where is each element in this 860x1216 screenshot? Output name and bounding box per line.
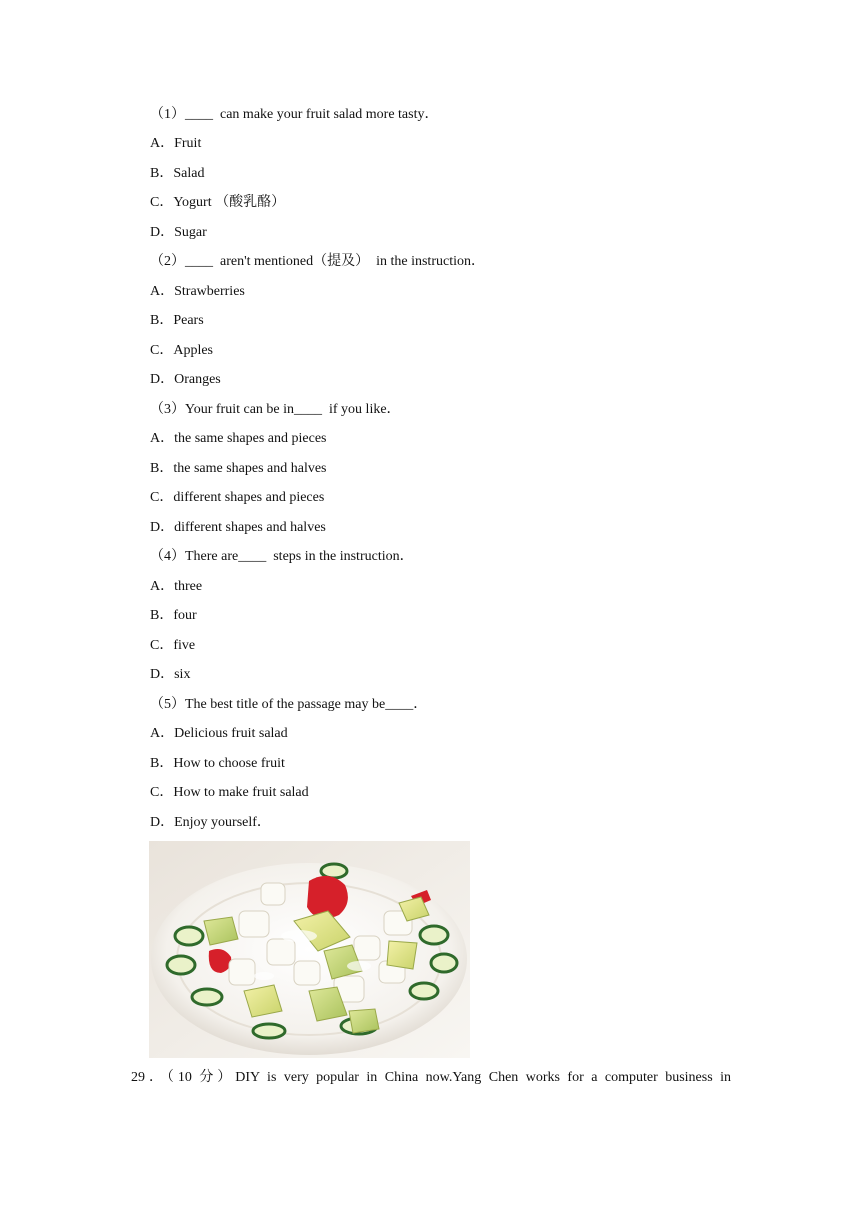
question-1-option-c: C．Yogurt （酸乳酪） [150,195,286,210]
question-1-stem: （1）____ can make your fruit salad more tasty． [150,107,439,122]
question-2-stem: （2）____ aren't mentioned（提及） in the instruction． [150,254,485,269]
question-5-option-a: A．Delicious fruit salad [150,726,288,741]
question-4-option-c: C．five [150,638,196,653]
question-2-option-c: C．Apples [150,343,213,358]
question-3-stem: （3）Your fruit can be in____ if you like． [150,402,401,417]
question-3-option-c: C．different shapes and pieces [150,490,325,505]
question-5-option-d: D．Enjoy yourself． [150,815,271,830]
question-1-option-d: D．Sugar [150,225,207,240]
question-2-option-d: D．Oranges [150,372,221,387]
question-1-option-a: A．Fruit [150,136,202,151]
question-4-option-b: B．four [150,608,197,623]
question-3-option-d: D．different shapes and halves [150,520,326,535]
question-5-option-c: C．How to make fruit salad [150,785,309,800]
question-1-option-b: B．Salad [150,166,205,181]
question-4-option-d: D．six [150,667,191,682]
question-2-option-a: A．Strawberries [150,284,245,299]
question-5-option-b: B．How to choose fruit [150,756,285,771]
question-2-option-b: B．Pears [150,313,204,328]
question-3-option-b: B．the same shapes and halves [150,461,327,476]
question-4-option-a: A．three [150,579,203,594]
question-3-option-a: A．the same shapes and pieces [150,431,327,446]
fruit-salad-photo [149,841,470,1058]
question-29-intro: 29．（10 分）DIY is very popular in China now.Yang Chen works for a computer business in [131,1070,731,1085]
question-4-stem: （4）There are____ steps in the instruction． [150,549,414,564]
question-5-stem: （5）The best title of the passage may be____． [150,697,428,712]
